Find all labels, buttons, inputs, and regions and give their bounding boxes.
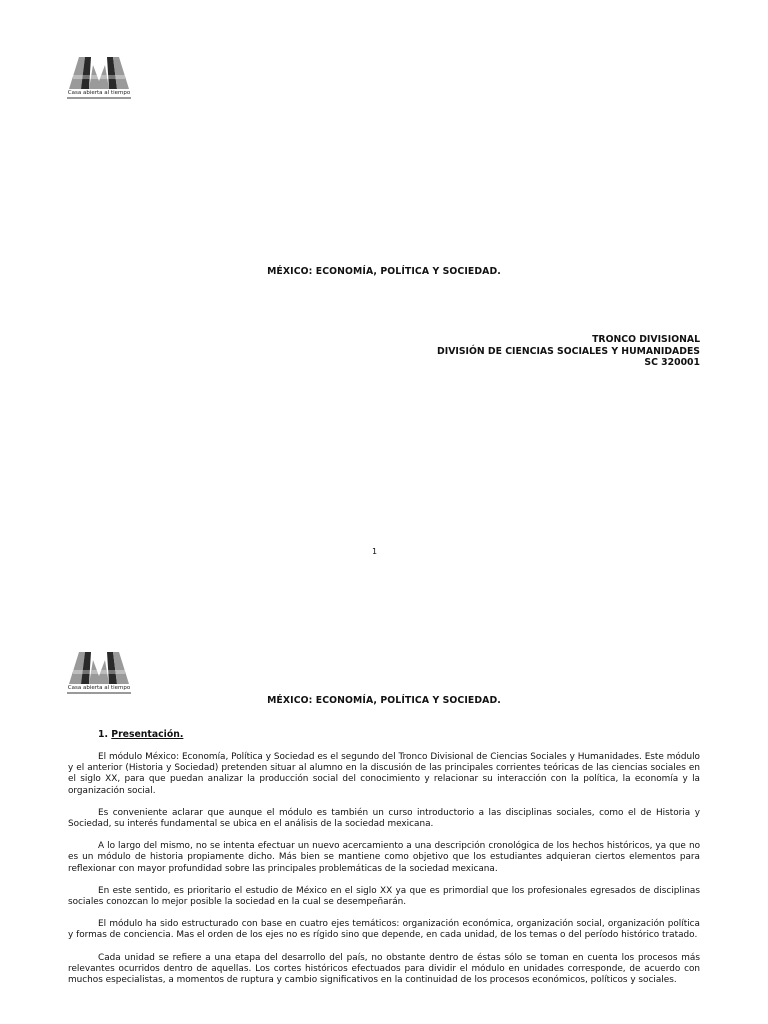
uam-logo <box>67 55 131 101</box>
paragraph: Cada unidad se refiere a una etapa del desarrollo del país, no obstante dentro de éstas sólo se toman en cuenta los procesos más relevantes ocurridos dentro de aquellas. Los cortes históricos efectuados para dividir el módulo en unidades corresponde, de acuerdo con muchos especialistas, a momentos de ruptura y cambio significativos en la continuidad de los procesos económicos, políticos y sociales. <box>68 952 700 986</box>
section-title: Presentación. <box>111 729 184 740</box>
paragraph: El módulo ha sido estructurado con base en cuatro ejes temáticos: organización económica, organización social, organización política y formas de conciencia. Mas el orden de los ejes no es rígido sino que depende, en cada unidad, de los temas o del período histórico tratado. <box>68 919 700 941</box>
logo-subcaption-line <box>67 97 131 99</box>
body-text <box>68 752 700 997</box>
logo-caption: Casa abierta al tiempo <box>67 90 131 96</box>
meta-line-code: SC 320001 <box>644 357 700 368</box>
paragraph: A lo largo del mismo, no se intenta efectuar un nuevo acercamiento a una descripción cronológica de los hechos históricos, ya que no es un módulo de historia propiamente dicho. Más bien se mantiene como objetivo que los estudiantes adquieran ciertos elementos para reflexionar con mayor profundidad sobre las principales problemáticas de la sociedad mexicana. <box>68 841 700 874</box>
meta-line-tronco: TRONCO DIVISIONAL <box>592 334 700 345</box>
section-heading <box>98 729 183 740</box>
cover-meta <box>437 334 700 369</box>
paragraph: En este sentido, es prioritario el estudio de México en el siglo XX ya que es primordial que los profesionales egresados de disciplinas sociales conozcan lo mejor posible la sociedad en la cual se desempeñarán. <box>68 885 700 908</box>
uam-emblem-icon <box>67 55 131 89</box>
paragraph: Es conveniente aclarar que aunque el módulo es también un curso introductorio a las disciplinas sociales, como el de Historia y Sociedad, su interés fundamental se ubica en el análisis de la sociedad mexicana. <box>68 807 700 830</box>
logo-caption: Casa abierta al tiempo <box>67 685 131 691</box>
uam-logo-second <box>67 650 131 696</box>
paragraph: El módulo México: Economía, Política y Sociedad es el segundo del Tronco Divisional de Ciencias Sociales y Humanidades. Este módulo y el anterior (Historia y Sociedad) pretenden situar al alumno en la discusión de las principales corrientes teóricas de las ciencias sociales en el siglo XX, para que puedan analizar la producción social del conocimiento y relacionar su interacción con la política, la economía y la organización social. <box>68 752 700 796</box>
section-number: 1. <box>98 729 109 740</box>
logo-subcaption-line <box>67 692 131 694</box>
cover-title: MÉXICO: ECONOMÍA, POLÍTICA Y SOCIEDAD. <box>267 266 501 277</box>
meta-line-division: DIVISIÓN DE CIENCIAS SOCIALES Y HUMANIDADES <box>437 345 700 357</box>
content-title: MÉXICO: ECONOMÍA, POLÍTICA Y SOCIEDAD. <box>267 695 501 706</box>
uam-emblem-icon <box>67 650 131 684</box>
page-number: 1 <box>372 547 378 556</box>
